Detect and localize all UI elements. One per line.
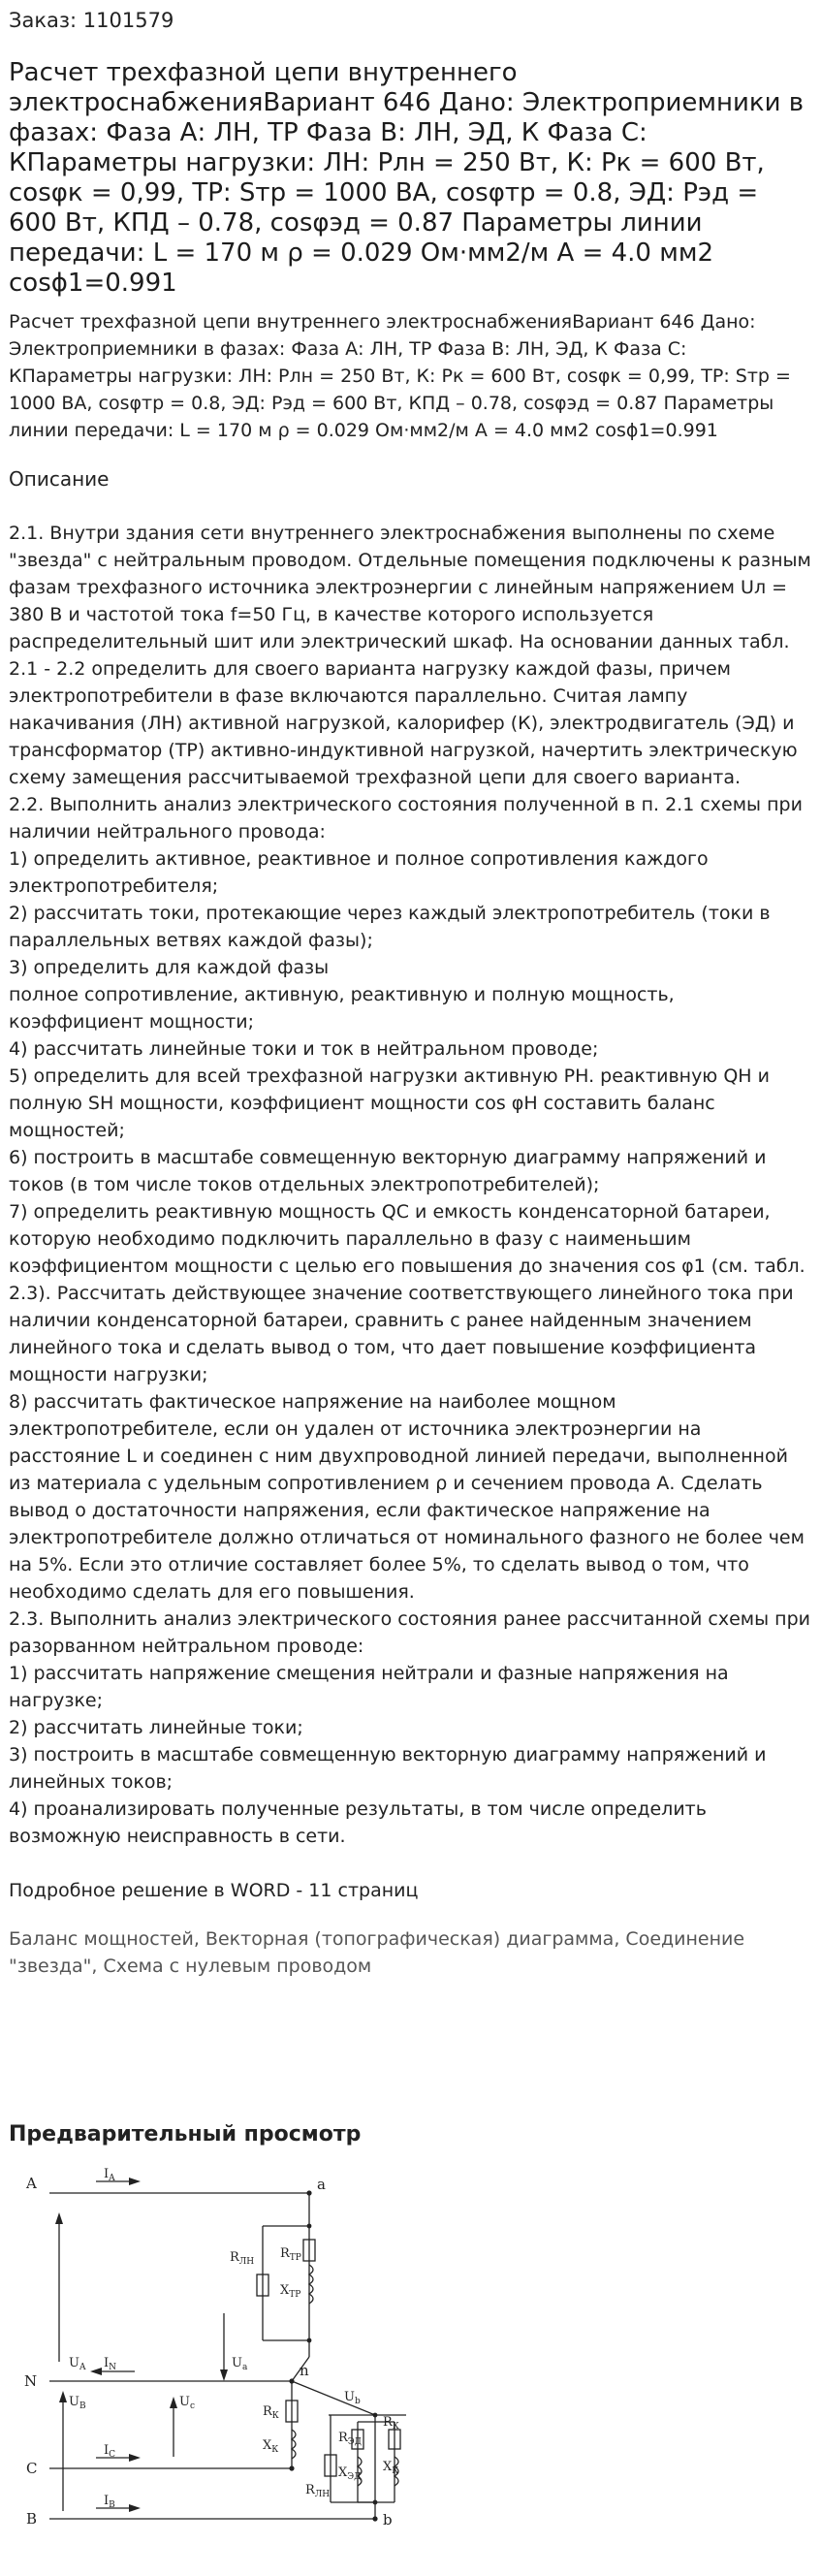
label-u-a-src: U [69, 2356, 79, 2370]
label-r-ed: R [338, 2431, 348, 2445]
tag-link[interactable]: Баланс мощностей [9, 1928, 194, 1950]
label-r-k-b: R [383, 2415, 393, 2430]
label-node-a-src: A [26, 2175, 37, 2192]
svg-text:Ua: $U_a$ [232, 2356, 248, 2372]
label-r-ln-a: R [230, 2250, 239, 2265]
svg-text:RЛН: $R_{ЛН}$ [230, 2250, 255, 2267]
label-node-n-load: n [300, 2362, 309, 2379]
tag-separator: , [91, 1956, 104, 1977]
label-r-ln-b: R [305, 2483, 315, 2497]
tag-link[interactable]: Схема с нулевым проводом [103, 1956, 372, 1977]
tag-list [9, 1925, 812, 1980]
svg-text:Ub: $U_b$ [344, 2390, 361, 2406]
circuit-diagram [9, 2168, 406, 2527]
page-title: Расчет трехфазной цепи внутреннего электроснабженияВариант 646 Дано: Электроприемники в фазах: Фаза А: ЛН, ТР Фаза В: ЛН, ЭД, К Фаза С: КПараметры нагрузки: ЛН: Рлн = 250 Вт, К: Рк = 600 Вт, cosφк = 0,99, ТР: Sтр = 1000 ВА, cosφтр = 0.8, ЭД: Рэд = 600 Вт, КПД – 0.78, cosφэд = 0.87 Параметры линии передачи: L = 170 м ρ = 0.029 Ом·мм2/м A = 4.0 мм2 cosϕ1=0.991 [9, 58, 805, 298]
svg-text:XЭД: $X_{ЭД}$ [338, 2465, 362, 2482]
svg-text:UA: $U_A$ [69, 2356, 86, 2372]
svg-text:XТР: $X_{ТР}$ [280, 2283, 301, 2300]
tag-link[interactable]: Векторная (топографическая) диаграмма [205, 1928, 615, 1950]
label-u-b-load: U [344, 2390, 355, 2404]
svg-text:RК: $R_К$ [383, 2415, 399, 2432]
order-number: Заказ: 1101579 [9, 9, 174, 32]
svg-text:RК: $R_К$ [263, 2404, 279, 2421]
tag-separator: , [614, 1928, 626, 1950]
label-u-c-src: U [179, 2395, 190, 2409]
intro-text: Расчет трехфазной цепи внутреннего электроснабженияВариант 646 Дано: Электроприемники в фазах: Фаза А: ЛН, ТР Фаза В: ЛН, ЭД, К Фаза С: КПараметры нагрузки: ЛН: Рлн = 250 Вт, К: Рк = 600 Вт, cosφк = 0,99, ТР: Sтр = 1000 ВА, cosφтр = 0.8, ЭД: Рэд = 600 Вт, КПД – 0.78, cosφэд = 0.87 Параметры линии передачи: L = 170 м ρ = 0.029 Ом·мм2/м A = 4.0 мм2 cosϕ1=0.991 [9, 311, 791, 441]
solution-detail: Подробное решение в WORD - 11 страниц [9, 1880, 419, 1901]
label-r-k-c: R [263, 2404, 272, 2419]
svg-text:IN: $I_N$ [104, 2356, 117, 2372]
label-i-b: I [104, 2494, 110, 2508]
tag-separator: , [193, 1928, 205, 1950]
description-text: 2.1. Внутри здания сети внутреннего электроснабжения выполнены по схеме "звезда" с нейтральным проводом. Отдельные помещения подключены к разным фазам трехфазного источника электроэнергии с линейным напряжением Uл = 380 В и частотой тока f=50 Гц, в качестве которого используется распределительный шит или электрический шкаф. На основании данных табл. 2.1 - 2.2 определить для своего варианта нагрузку каждой фазы, причем электропотребители в фазе включаются параллельно. Считая лампу накачивания (ЛН) активной нагрузкой, калорифер (К), электродвигатель (ЭД) и трансформатор (ТР) активно-индуктивной нагрузкой, начертить электрическую схему замещения рассчитываемой трехфазной цепи для своего варианта. 2.2. Выполнить анализ электрического состояния полученной в п. 2.1 схемы при наличии нейтрального провода: 1) определить активное, реактивное и полное сопротивления каждого электропотребителя; 2) рассчитать токи, протекающие через каждый электропотребитель (токи в параллельных ветвях каждой фазы); 3) определить для каждой фазы полное сопротивление, активную, реактивную и полную мощность, коэффициент мощности; 4) рассчитать линейные токи и ток в нейтральном проводе; 5) определить для всей трехфазной нагрузки активную PH. реактивную QH и полную SH мощности, коэффициент мощности cos φН составить баланс мощностей; 6) построить в масштабе совмещенную векторную диаграмму напряжений и токов (в том числе токов отдельных электропотребителей); 7) определить реактивную мощность QC и емкость конденсаторной батареи, которую необходимо подключить параллельно в фазу с наименьшим коэффициентом мощности с целью его повышения до значения cos φ1 (см. табл. 2.3). Рассчитать действующее значение соответствующего линейного тока при наличии конденсаторной батареи, сравнить с ранее найденным значением линейного тока и сделать вывод о том, что дает повышение коэффициента мощности нагрузки; 8) рассчитать фактическое напряжение на наиболее мощном электропотребителе, если он удален от источника электроэнергии на расстояние L и соединен с ним двухпроводной линией передачи, выполненной из материала с удельным сопротивлением ρ и сечением провода А. Сделать вывод о достаточности напряжения, если фактическое напряжение на электропотребителе должно отличаться от номинального фазного не более чем на 5%. Если это отличие составляет более 5%, то сделать вывод о том, что необходимо сделать для его повышения. 2.3. Выполнить анализ электрического состояния ранее рассчитанной схемы при разорванном нейтральном проводе: 1) рассчитать напряжение смещения нейтрали и фазные напряжения на нагрузке; 2) рассчитать линейные токи; 3) построить в масштабе совмещенную векторную диаграмму напряжений и линейных токов; 4) проанализировать полученные результаты, в том числе определить возможную неисправность в сети. [9, 523, 811, 1847]
label-node-n-src: N [24, 2372, 38, 2390]
svg-text:RТР: $R_{ТР}$ [280, 2246, 301, 2263]
label-x-k-b: X [383, 2460, 393, 2474]
svg-text:UB: $U_B$ [69, 2395, 86, 2411]
svg-text:XК: $X_К$ [263, 2438, 279, 2455]
label-x-ed: X [338, 2465, 348, 2480]
label-x-tr: X [280, 2283, 290, 2298]
label-node-b-src: B [26, 2510, 38, 2527]
svg-text:RЛН: $R_{ЛН}$ [305, 2483, 331, 2499]
preview-heading: Предварительный просмотр [9, 2122, 362, 2147]
label-u-a-load: U [232, 2356, 242, 2370]
svg-text:IB: $I_B$ [104, 2494, 115, 2510]
label-i-a: I [104, 2168, 110, 2181]
label-r-tr: R [280, 2246, 290, 2261]
description-label: Описание [9, 467, 110, 491]
tag-link[interactable]: Соединение "звезда" [9, 1928, 745, 1977]
preview-image [9, 2168, 812, 2530]
label-i-n: I [104, 2356, 110, 2370]
svg-text:RЭД: $R_{ЭД}$ [338, 2431, 362, 2447]
svg-text:XК: $X_К$ [383, 2460, 399, 2476]
label-i-c: I [104, 2443, 110, 2458]
label-node-b-load: b [383, 2511, 393, 2527]
svg-text:Uc: $U_c$ [179, 2395, 196, 2411]
label-node-a-load: a [317, 2176, 326, 2193]
label-node-c-src: C [26, 2460, 38, 2477]
label-u-b-src: U [69, 2395, 79, 2409]
svg-text:IC: $I_C$ [104, 2443, 116, 2460]
label-x-k-c: X [263, 2438, 272, 2453]
svg-text:IA: $I_A$ [104, 2168, 115, 2183]
